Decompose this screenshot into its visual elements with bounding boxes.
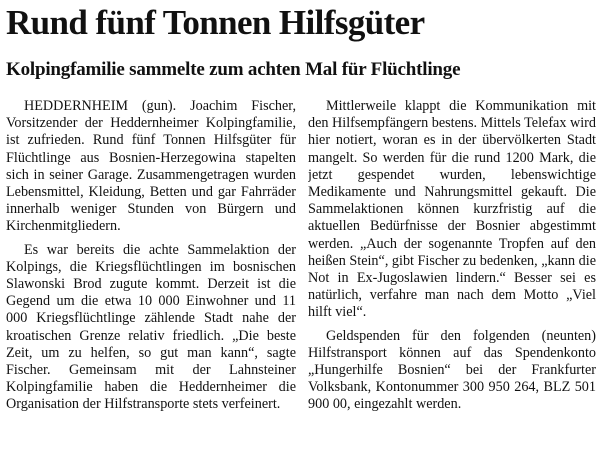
column-left	[6, 98, 296, 458]
paragraph: Es war bereits die achte Sammelaktion der Kolpings, die Kriegsflüchtlingen im bosnischen Slawonski Brod zugute kommt. Derzeit ist die Gegend um die etwa 10 000 Einwohner und 11 000 Kriegsflüchtlinge zählende Stadt nahe der kroatischen Grenze relativ friedlich. „Die beste Zeit, um zu helfen, so gut man kann“, sagte Fischer. Gemeinsam mit der Lahnsteiner Kolpingfamilie haben die Heddernheimer die Organisation der Hilfstransporte stets verfeinert.	[6, 241, 296, 413]
column-right	[308, 98, 596, 458]
paragraph: Mittlerweile klappt die Kommunikation mit den Hilfsempfängern bestens. Mittels Telefax wird hier notiert, woran es in der übervölkerten Stadt mangelt. So werden für die rund 1200 Mark, die jetzt gespendet wurden, lebenswichtige Medikamente und Nahrungsmittel gekauft. Die Sammelaktionen können kurzfristig auf die aktuellen Bedürfnisse der Bosnier abgestimmt werden. „Auch der sogenannte Tropfen auf den heißen Stein“, gibt Fischer zu bedenken, „kann die Not in Ex-Jugoslawien lindern.“ Besser sei es natürlich, verfahre man nach dem Motto „Viel hilft viel“.	[308, 98, 596, 321]
paragraph: HEDDERNHEIM (gun). Joachim Fischer, Vorsitzender der Heddernheimer Kolpingfamilie, ist zufrieden. Rund fünf Tonnen Hilfsgüter für Flüchtlinge aus Bosnien-Herzegowina stapelten sich in seiner Garage. Zusammengetragen wurden Lebensmittel, Kleidung, Betten und gar Fahrräder innerhalb weniger Stunden von Bürgern und Kirchenmitgliedern.	[6, 98, 296, 235]
paragraph: Geldspenden für den folgenden (neunten) Hilfstransport können auf das Spendenkonto „Hungerhilfe Bosnien“ bei der Frankfurter Volksbank, Kontonummer 300 950 264, BLZ 501 900 00, eingezahlt werden.	[308, 327, 596, 413]
headline: Rund fünf Tonnen Hilfsgüter	[6, 3, 425, 42]
subheadline: Kolpingfamilie sammelte zum achten Mal für Flüchtlinge	[6, 59, 461, 80]
